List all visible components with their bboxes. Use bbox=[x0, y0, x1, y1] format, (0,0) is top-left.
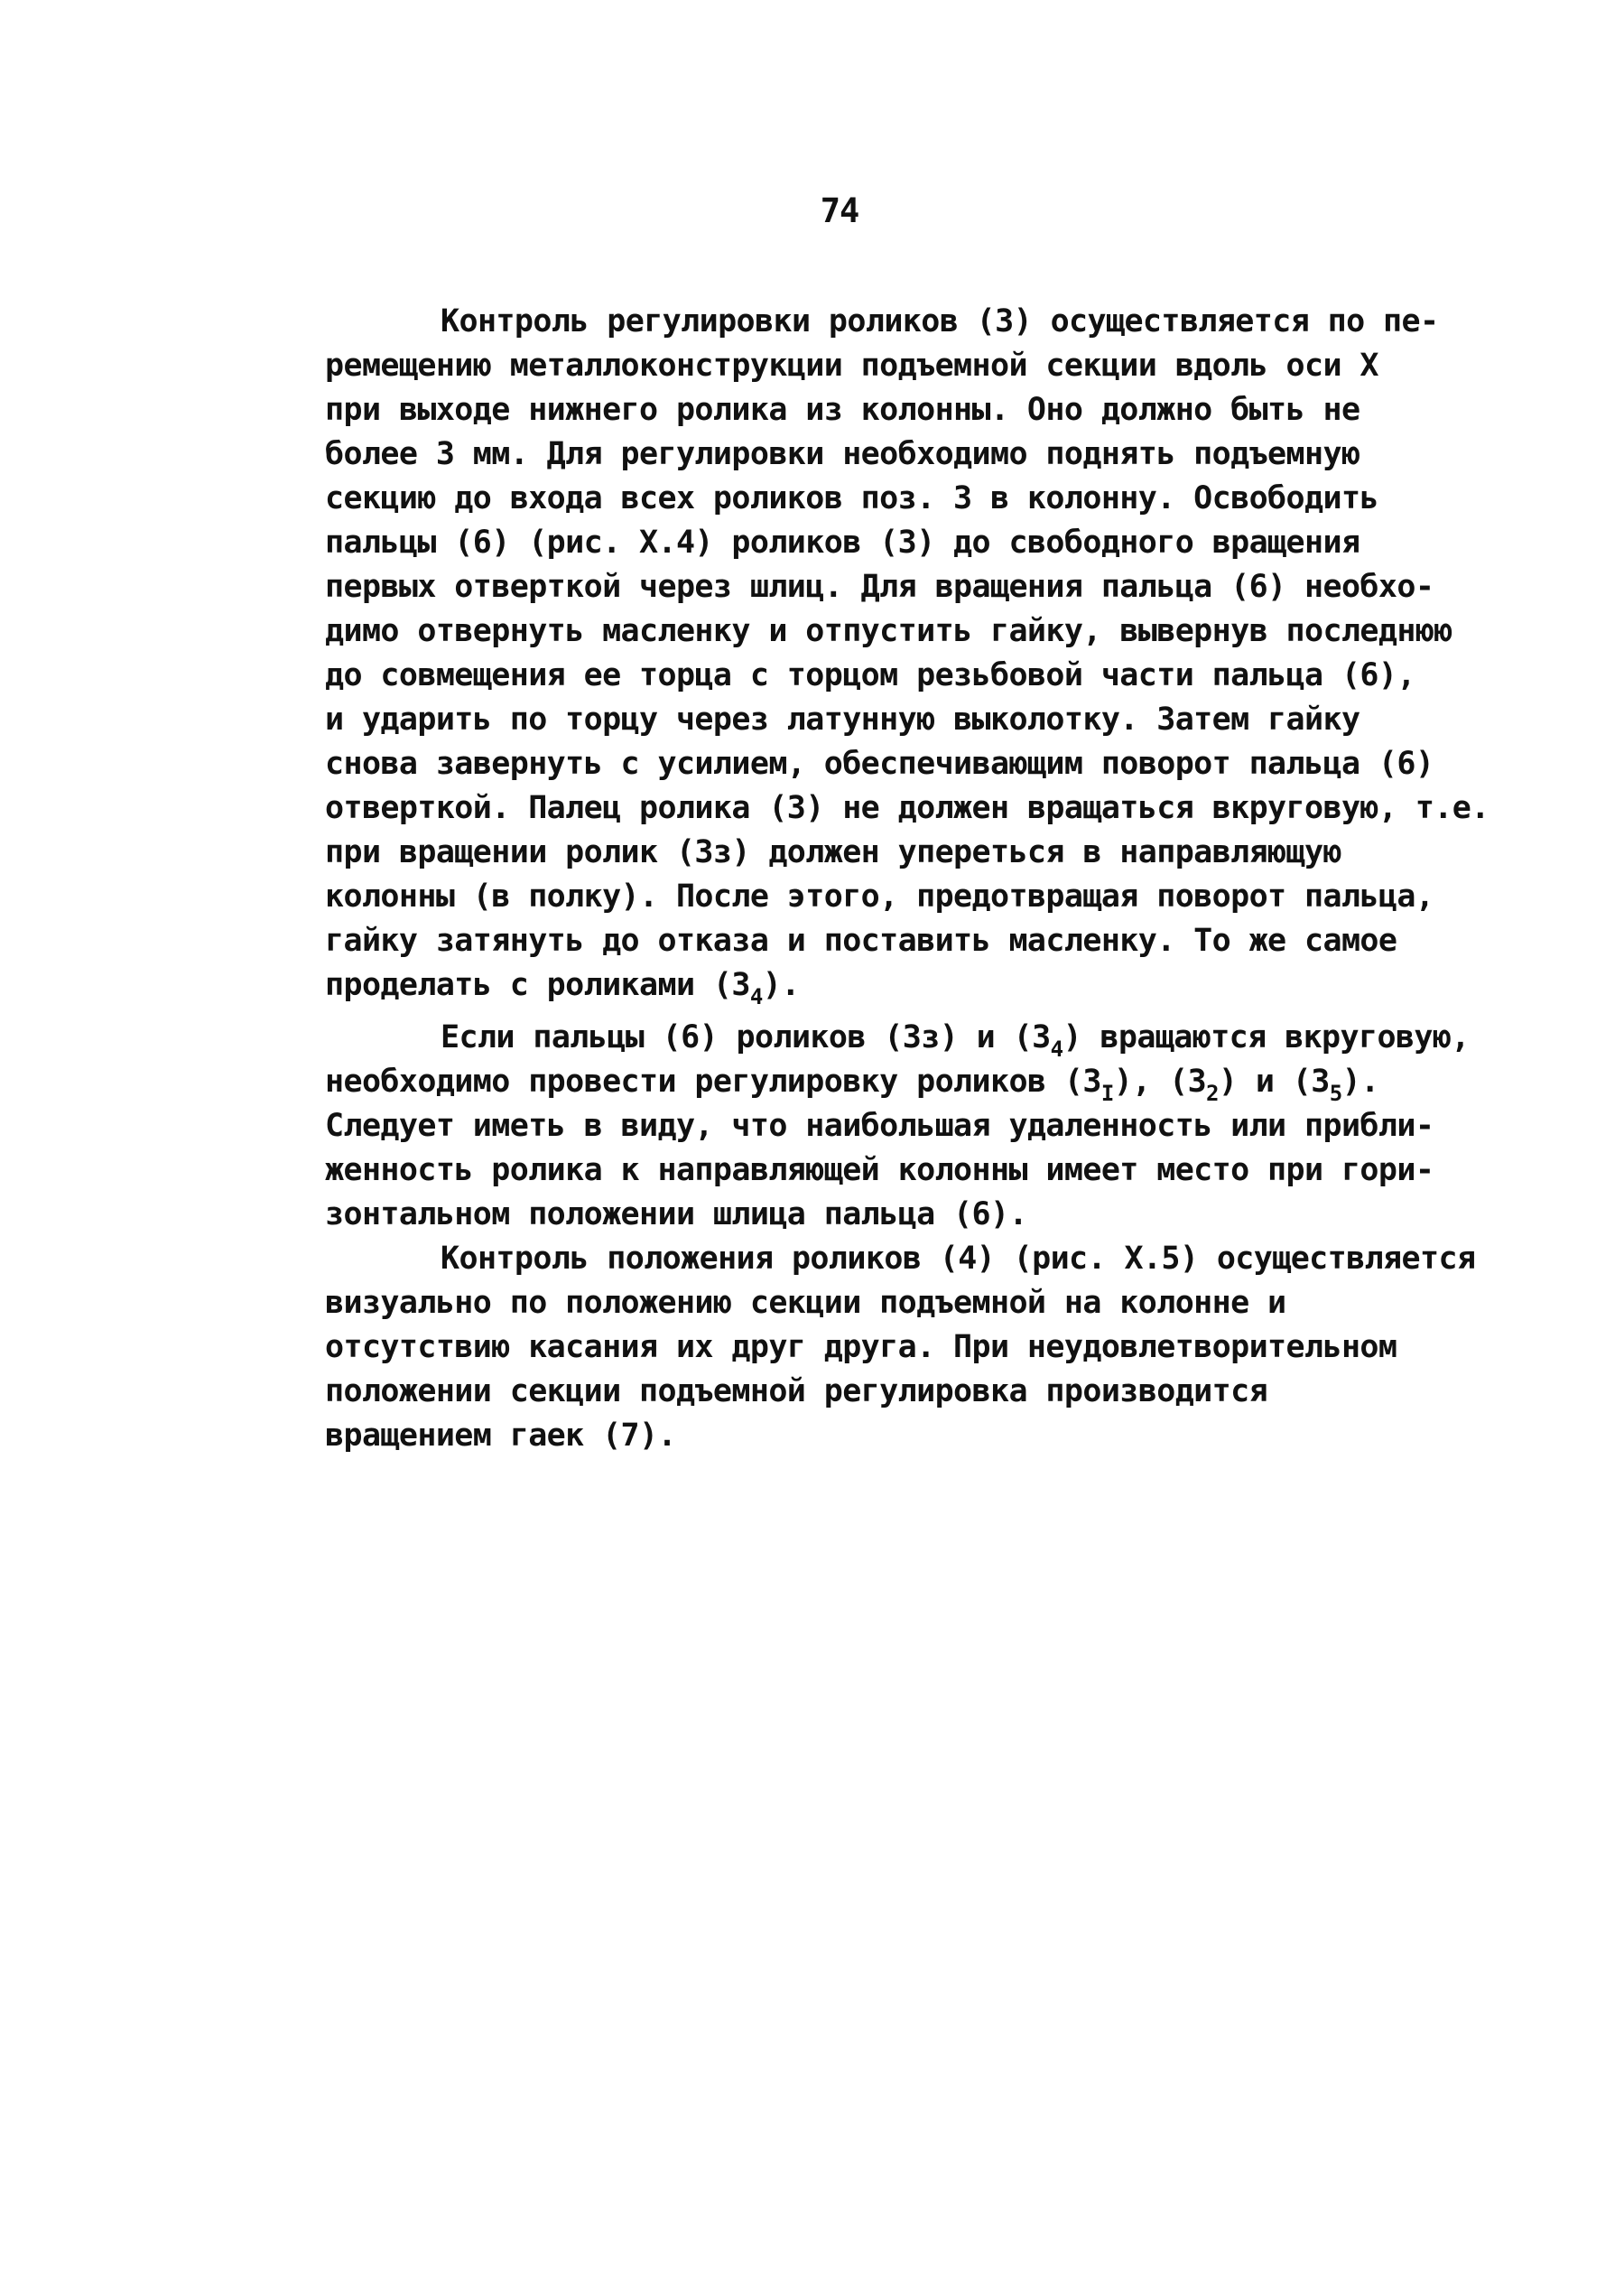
text-line: и ударить по торцу через латунную выколотку. Затем гайку bbox=[325, 702, 1360, 738]
text-segment: ). bbox=[762, 967, 800, 1003]
subscript: 2 bbox=[1206, 1081, 1219, 1106]
text-line: Контроль регулировки роликов (3) осуществляется по пе- bbox=[441, 303, 1439, 339]
text-line: женность ролика к направляющей колонны имеет место при гори- bbox=[325, 1152, 1434, 1188]
paragraph-2 bbox=[325, 1016, 1499, 1237]
paragraph-1 bbox=[325, 300, 1499, 1008]
subscript: 5 bbox=[1329, 1081, 1342, 1106]
text-segment: ) и (3 bbox=[1218, 1064, 1330, 1100]
subscript: 4 bbox=[749, 984, 763, 1009]
text-line bbox=[325, 1016, 1499, 1060]
text-line: гайку затянуть до отказа и поставить масленку. То же самое bbox=[325, 923, 1397, 959]
text-line: отверткой. Палец ролика (3) не должен вращаться вкруговую, т.е. bbox=[325, 790, 1489, 826]
text-block bbox=[325, 300, 1499, 1458]
text-line bbox=[325, 963, 1499, 1008]
page-number: 74 bbox=[820, 191, 859, 230]
text-segment: ). bbox=[1341, 1064, 1379, 1100]
text-line: снова завернуть с усилием, обеспечивающим поворот пальца (6) bbox=[325, 746, 1434, 782]
text-line: ремещению металлоконструкции подъемной секции вдоль оси Х bbox=[325, 348, 1378, 384]
text-line: димо отвернуть масленку и отпустить гайку, вывернув последнюю bbox=[325, 613, 1452, 649]
text-line: отсутствию касания их друг друга. При неудовлетворительном bbox=[325, 1329, 1397, 1365]
text-line: до совмещения ее торца с торцом резьбовой части пальца (6), bbox=[325, 657, 1415, 693]
text-line bbox=[325, 1060, 1499, 1104]
text-line: Следует иметь в виду, что наибольшая удаленность или прибли- bbox=[325, 1108, 1434, 1144]
text-line: при выходе нижнего ролика из колонны. Оно должно быть не bbox=[325, 392, 1360, 428]
text-line: колонны (в полку). После этого, предотвращая поворот пальца, bbox=[325, 879, 1434, 915]
text-segment: ) вращаются вкруговую, bbox=[1063, 1019, 1470, 1055]
text-line: Контроль положения роликов (4) (рис. Х.5) осуществляется bbox=[441, 1241, 1476, 1277]
subscript: I bbox=[1100, 1081, 1114, 1106]
text-line: при вращении ролик (3з) должен упереться в направляющую bbox=[325, 834, 1341, 870]
text-line: зонтальном положении шлица пальца (6). bbox=[325, 1196, 1027, 1232]
text-segment: ), (3 bbox=[1113, 1064, 1207, 1100]
text-line: секцию до входа всех роликов поз. 3 в колонну. Освободить bbox=[325, 480, 1378, 516]
text-line: более 3 мм. Для регулировки необходимо поднять подъемную bbox=[325, 436, 1360, 472]
text-line: вращением гаек (7). bbox=[325, 1418, 676, 1454]
paragraph-3 bbox=[325, 1237, 1499, 1458]
text-line: положении секции подъемной регулировка производится bbox=[325, 1373, 1268, 1409]
text-segment: Если пальцы (6) роликов (3з) и (3 bbox=[441, 1019, 1051, 1055]
text-line: первых отверткой через шлиц. Для вращения пальца (6) необхо- bbox=[325, 569, 1434, 605]
subscript: 4 bbox=[1050, 1037, 1063, 1062]
text-line: пальцы (6) (рис. Х.4) роликов (3) до свободного вращения bbox=[325, 525, 1360, 561]
text-segment: проделать с роликами (3 bbox=[325, 967, 750, 1003]
text-line: визуально по положению секции подъемной на колонне и bbox=[325, 1285, 1286, 1321]
text-segment: необходимо провести регулировку роликов (3 bbox=[325, 1064, 1101, 1100]
